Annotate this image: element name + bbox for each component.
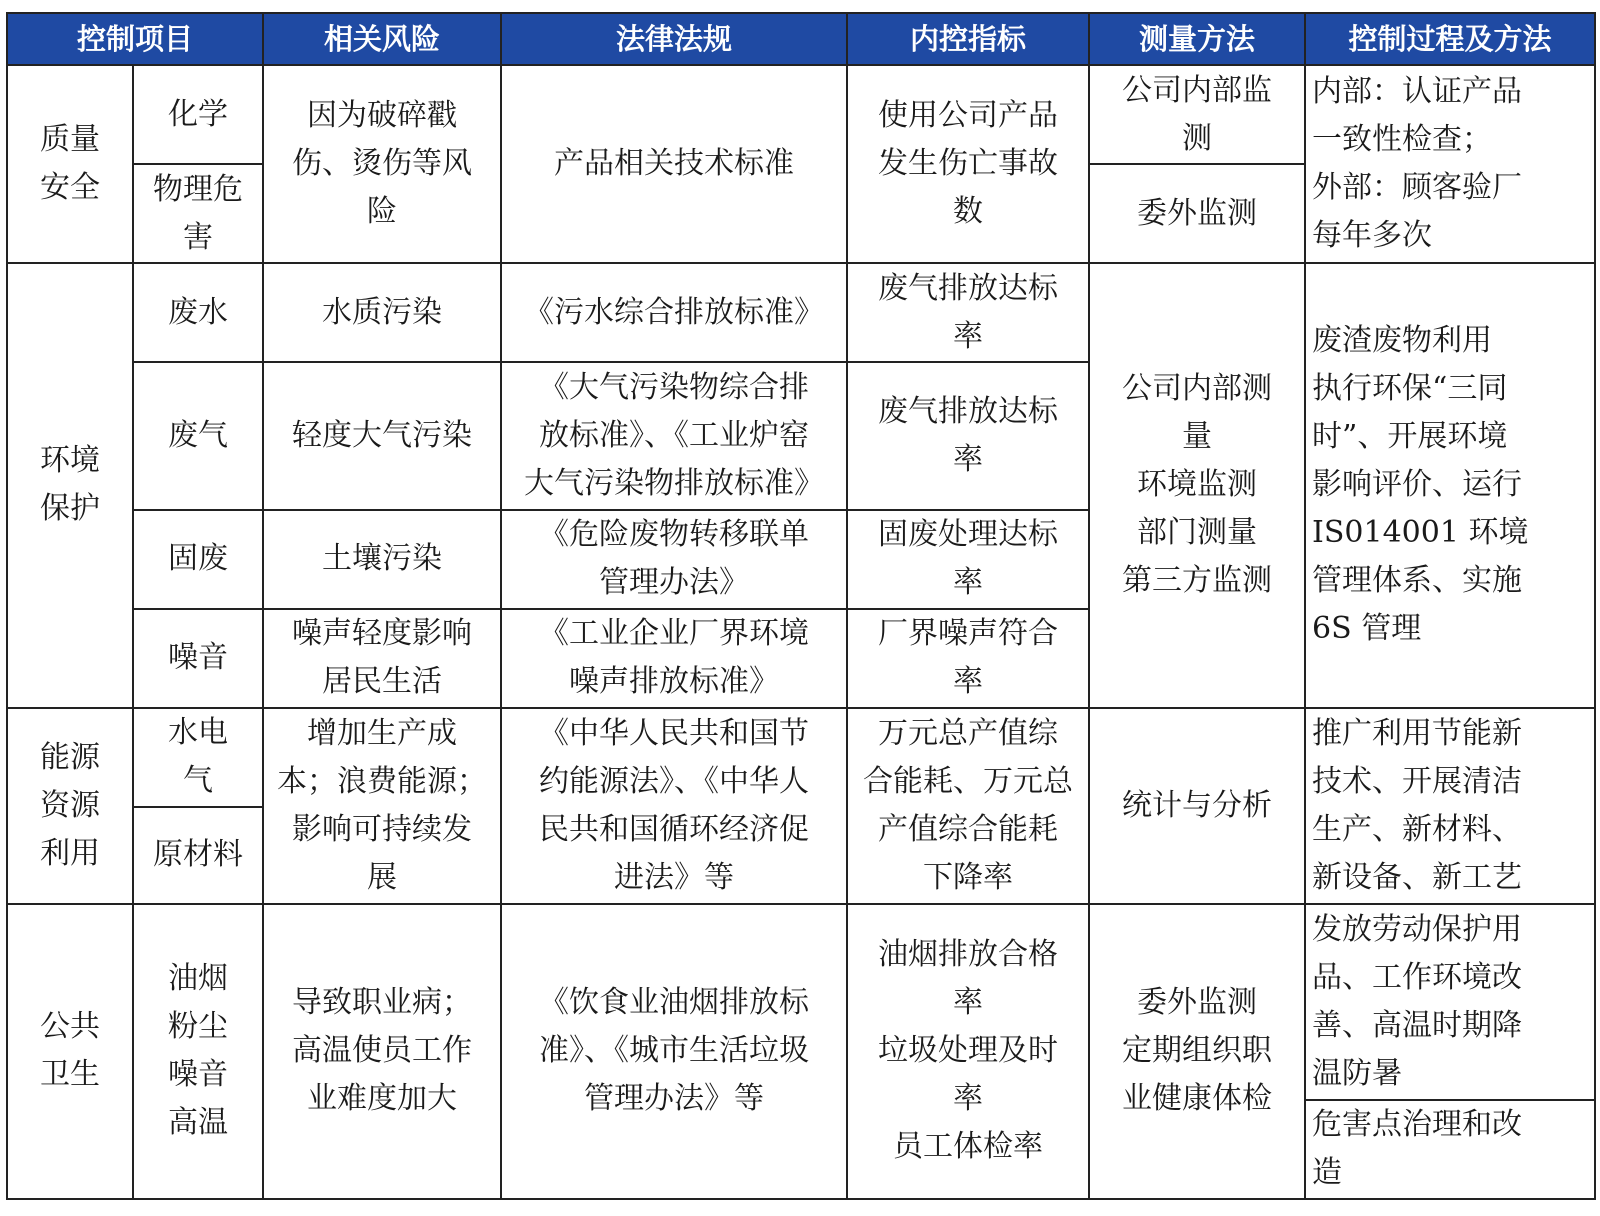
- method-cell: 统计与分析: [1089, 708, 1305, 904]
- sub-item: 水电 气: [133, 708, 263, 807]
- indicator-cell: 固废处理达标 率: [847, 510, 1089, 609]
- header-law: 法律法规: [501, 13, 847, 65]
- law-cell: 《危险废物转移联单 管理办法》: [501, 510, 847, 609]
- risk-cell: 水质污染: [263, 263, 501, 362]
- category-health: 公共 卫生: [7, 904, 133, 1199]
- category-energy: 能源 资源 利用: [7, 708, 133, 904]
- process-cell: 推广利用节能新 技术、开展清洁 生产、新材料、 新设备、新工艺: [1305, 708, 1595, 904]
- process-cell: 内部：认证产品 一致性检查； 外部：顾客验厂 每年多次: [1305, 65, 1595, 263]
- sub-item: 噪音: [133, 609, 263, 708]
- process-cell: 危害点治理和改 造: [1305, 1100, 1595, 1199]
- method-cell: 委外监测: [1089, 164, 1305, 263]
- sub-item: 物理危 害: [133, 164, 263, 263]
- sub-item: 化学: [133, 65, 263, 164]
- risk-cell: 导致职业病； 高温使员工作 业难度加大: [263, 904, 501, 1199]
- sub-item: 油烟 粉尘 噪音 高温: [133, 904, 263, 1199]
- law-cell: 《大气污染物综合排 放标准》、《工业炉窑 大气污染物排放标准》: [501, 362, 847, 510]
- law-cell: 产品相关技术标准: [501, 65, 847, 263]
- table-row: [7, 904, 1595, 1100]
- indicator-cell: 油烟排放合格 率 垃圾处理及时 率 员工体检率: [847, 904, 1089, 1199]
- indicator-cell: 废气排放达标 率: [847, 263, 1089, 362]
- risk-cell: 噪声轻度影响 居民生活: [263, 609, 501, 708]
- sub-item: 原材料: [133, 807, 263, 904]
- sub-item: 废气: [133, 362, 263, 510]
- category-environment: 环境 保护: [7, 263, 133, 708]
- control-table: [6, 12, 1596, 1200]
- indicator-cell: 厂界噪声符合 率: [847, 609, 1089, 708]
- law-cell: 《中华人民共和国节 约能源法》、《中华人 民共和国循环经济促 进法》等: [501, 708, 847, 904]
- table-row: [7, 263, 1595, 362]
- sub-item: 废水: [133, 263, 263, 362]
- header-process: 控制过程及方法: [1305, 13, 1595, 65]
- table-row: [7, 708, 1595, 807]
- law-cell: 《污水综合排放标准》: [501, 263, 847, 362]
- risk-cell: 因为破碎戳 伤、烫伤等风 险: [263, 65, 501, 263]
- method-cell: 委外监测 定期组织职 业健康体检: [1089, 904, 1305, 1199]
- process-cell: 废渣废物利用 执行环保“三同 时”、开展环境 影响评价、运行 IS014001 环境 管理体系、实施 6S 管理: [1305, 263, 1595, 708]
- table-row: [7, 65, 1595, 164]
- category-quality: 质量 安全: [7, 65, 133, 263]
- header-control-item: 控制项目: [7, 13, 263, 65]
- header-risk: 相关风险: [263, 13, 501, 65]
- method-cell: 公司内部测 量 环境监测 部门测量 第三方监测: [1089, 263, 1305, 708]
- header-row: [7, 13, 1595, 65]
- indicator-cell: 废气排放达标 率: [847, 362, 1089, 510]
- indicator-cell: 使用公司产品 发生伤亡事故 数: [847, 65, 1089, 263]
- risk-cell: 土壤污染: [263, 510, 501, 609]
- risk-cell: 轻度大气污染: [263, 362, 501, 510]
- sub-item: 固废: [133, 510, 263, 609]
- header-method: 测量方法: [1089, 13, 1305, 65]
- method-cell: 公司内部监 测: [1089, 65, 1305, 164]
- indicator-cell: 万元总产值综 合能耗、万元总 产值综合能耗 下降率: [847, 708, 1089, 904]
- law-cell: 《工业企业厂界环境 噪声排放标准》: [501, 609, 847, 708]
- risk-cell: 增加生产成 本；浪费能源； 影响可持续发 展: [263, 708, 501, 904]
- law-cell: 《饮食业油烟排放标 准》、《城市生活垃圾 管理办法》等: [501, 904, 847, 1199]
- process-cell: 发放劳动保护用 品、工作环境改 善、高温时期降 温防暑: [1305, 904, 1595, 1100]
- header-indicator: 内控指标: [847, 13, 1089, 65]
